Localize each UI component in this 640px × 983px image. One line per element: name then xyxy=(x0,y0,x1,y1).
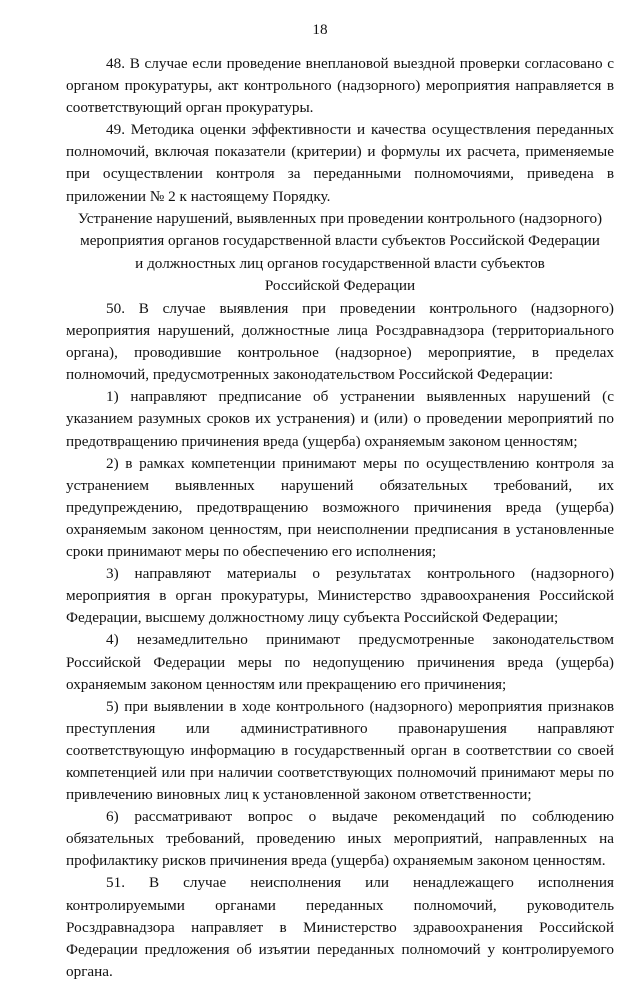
list-item-3: 3) направляют материалы о результатах контрольного (надзорного) мероприятия в орган прокуратуры, Министерство здравоохранения Российской Федерации, высшему должностному лицу субъекта Российской Федерации; xyxy=(66,565,614,627)
heading-line: Российской Федерации xyxy=(264,276,416,294)
paragraph-50: 50. В случае выявления при проведении контрольного (надзорного) мероприятия нарушений, должностные лица Росздравнадзора (территориального органа), проводившие контрольное (надзорное) мероприятие, в пределах полномочий, предусмотренных законодательством Российской Федерации: xyxy=(66,300,614,384)
list-item-4: 4) незамедлительно принимают предусмотренные законодательством Российской Федерации меры по недопущению причинения вреда (ущерба) охраняемым законом ценностям или прекращению его причинения; xyxy=(66,631,614,693)
paragraph-49: 49. Методика оценки эффективности и качества осуществления переданных полномочий, включая показатели (критерии) и формулы их расчета, применяемые при осуществлении контроля за переданными полномочиями, приведена в приложении № 2 к настоящему Порядку. xyxy=(66,121,614,205)
heading-line: и должностных лиц органов государственной власти субъектов xyxy=(135,254,545,272)
section-heading xyxy=(66,208,614,297)
paragraph-51: 51. В случае неисполнения или ненадлежащего исполнения контролируемыми органами переданных полномочий, руководитель Росздравнадзора направляет в Министерство здравоохранения Российской Федерации предложения об изъятии переданных полномочий у контролируемого органа. xyxy=(66,874,614,980)
heading-line: Устранение нарушений, выявленных при проведении контрольного (надзорного) xyxy=(77,210,603,227)
paragraphs-main xyxy=(66,298,614,983)
list-item-1: 1) направляют предписание об устранении выявленных нарушений (с указанием разумных сроков их устранения) и (или) о проведении мероприятий по предотвращению причинения вреда (ущерба) охраняемым законом ценностям; xyxy=(66,388,614,450)
list-item-6: 6) рассматривают вопрос о выдаче рекомендаций по соблюдению обязательных требований, проведению иных мероприятий, направленных на профилактику рисков причинения вреда (ущерба) охраняемым законом ценностям. xyxy=(66,808,614,870)
paragraph-48: 48. В случае если проведение внеплановой выездной проверки согласовано с органом прокуратуры, акт контрольного (надзорного) мероприятия направляется в соответствующий орган прокуратуры. xyxy=(66,55,614,117)
list-item-5: 5) при выявлении в ходе контрольного (надзорного) мероприятия признаков преступления или административного правонарушения направляют соответствующую информацию в государственный орган в соответствии со своей компетенцией или при наличии соответствующих полномочий принимают меры по привлечению виновных лиц к установленной законом ответственности; xyxy=(66,697,614,804)
paragraphs-top xyxy=(66,53,614,208)
page-number: 18 xyxy=(312,21,328,38)
heading-line: мероприятия органов государственной власти субъектов Российской Федерации xyxy=(80,232,600,250)
list-item-2: 2) в рамках компетенции принимают меры по осуществлению контроля за устранением выявленных нарушений обязательных требований, их предупреждению, предотвращению возможного причинения вреда (ущерба) охраняемым законом ценностям, при неисполнении предписания в установленные сроки принимают меры по обеспечению его исполнения; xyxy=(66,454,614,561)
